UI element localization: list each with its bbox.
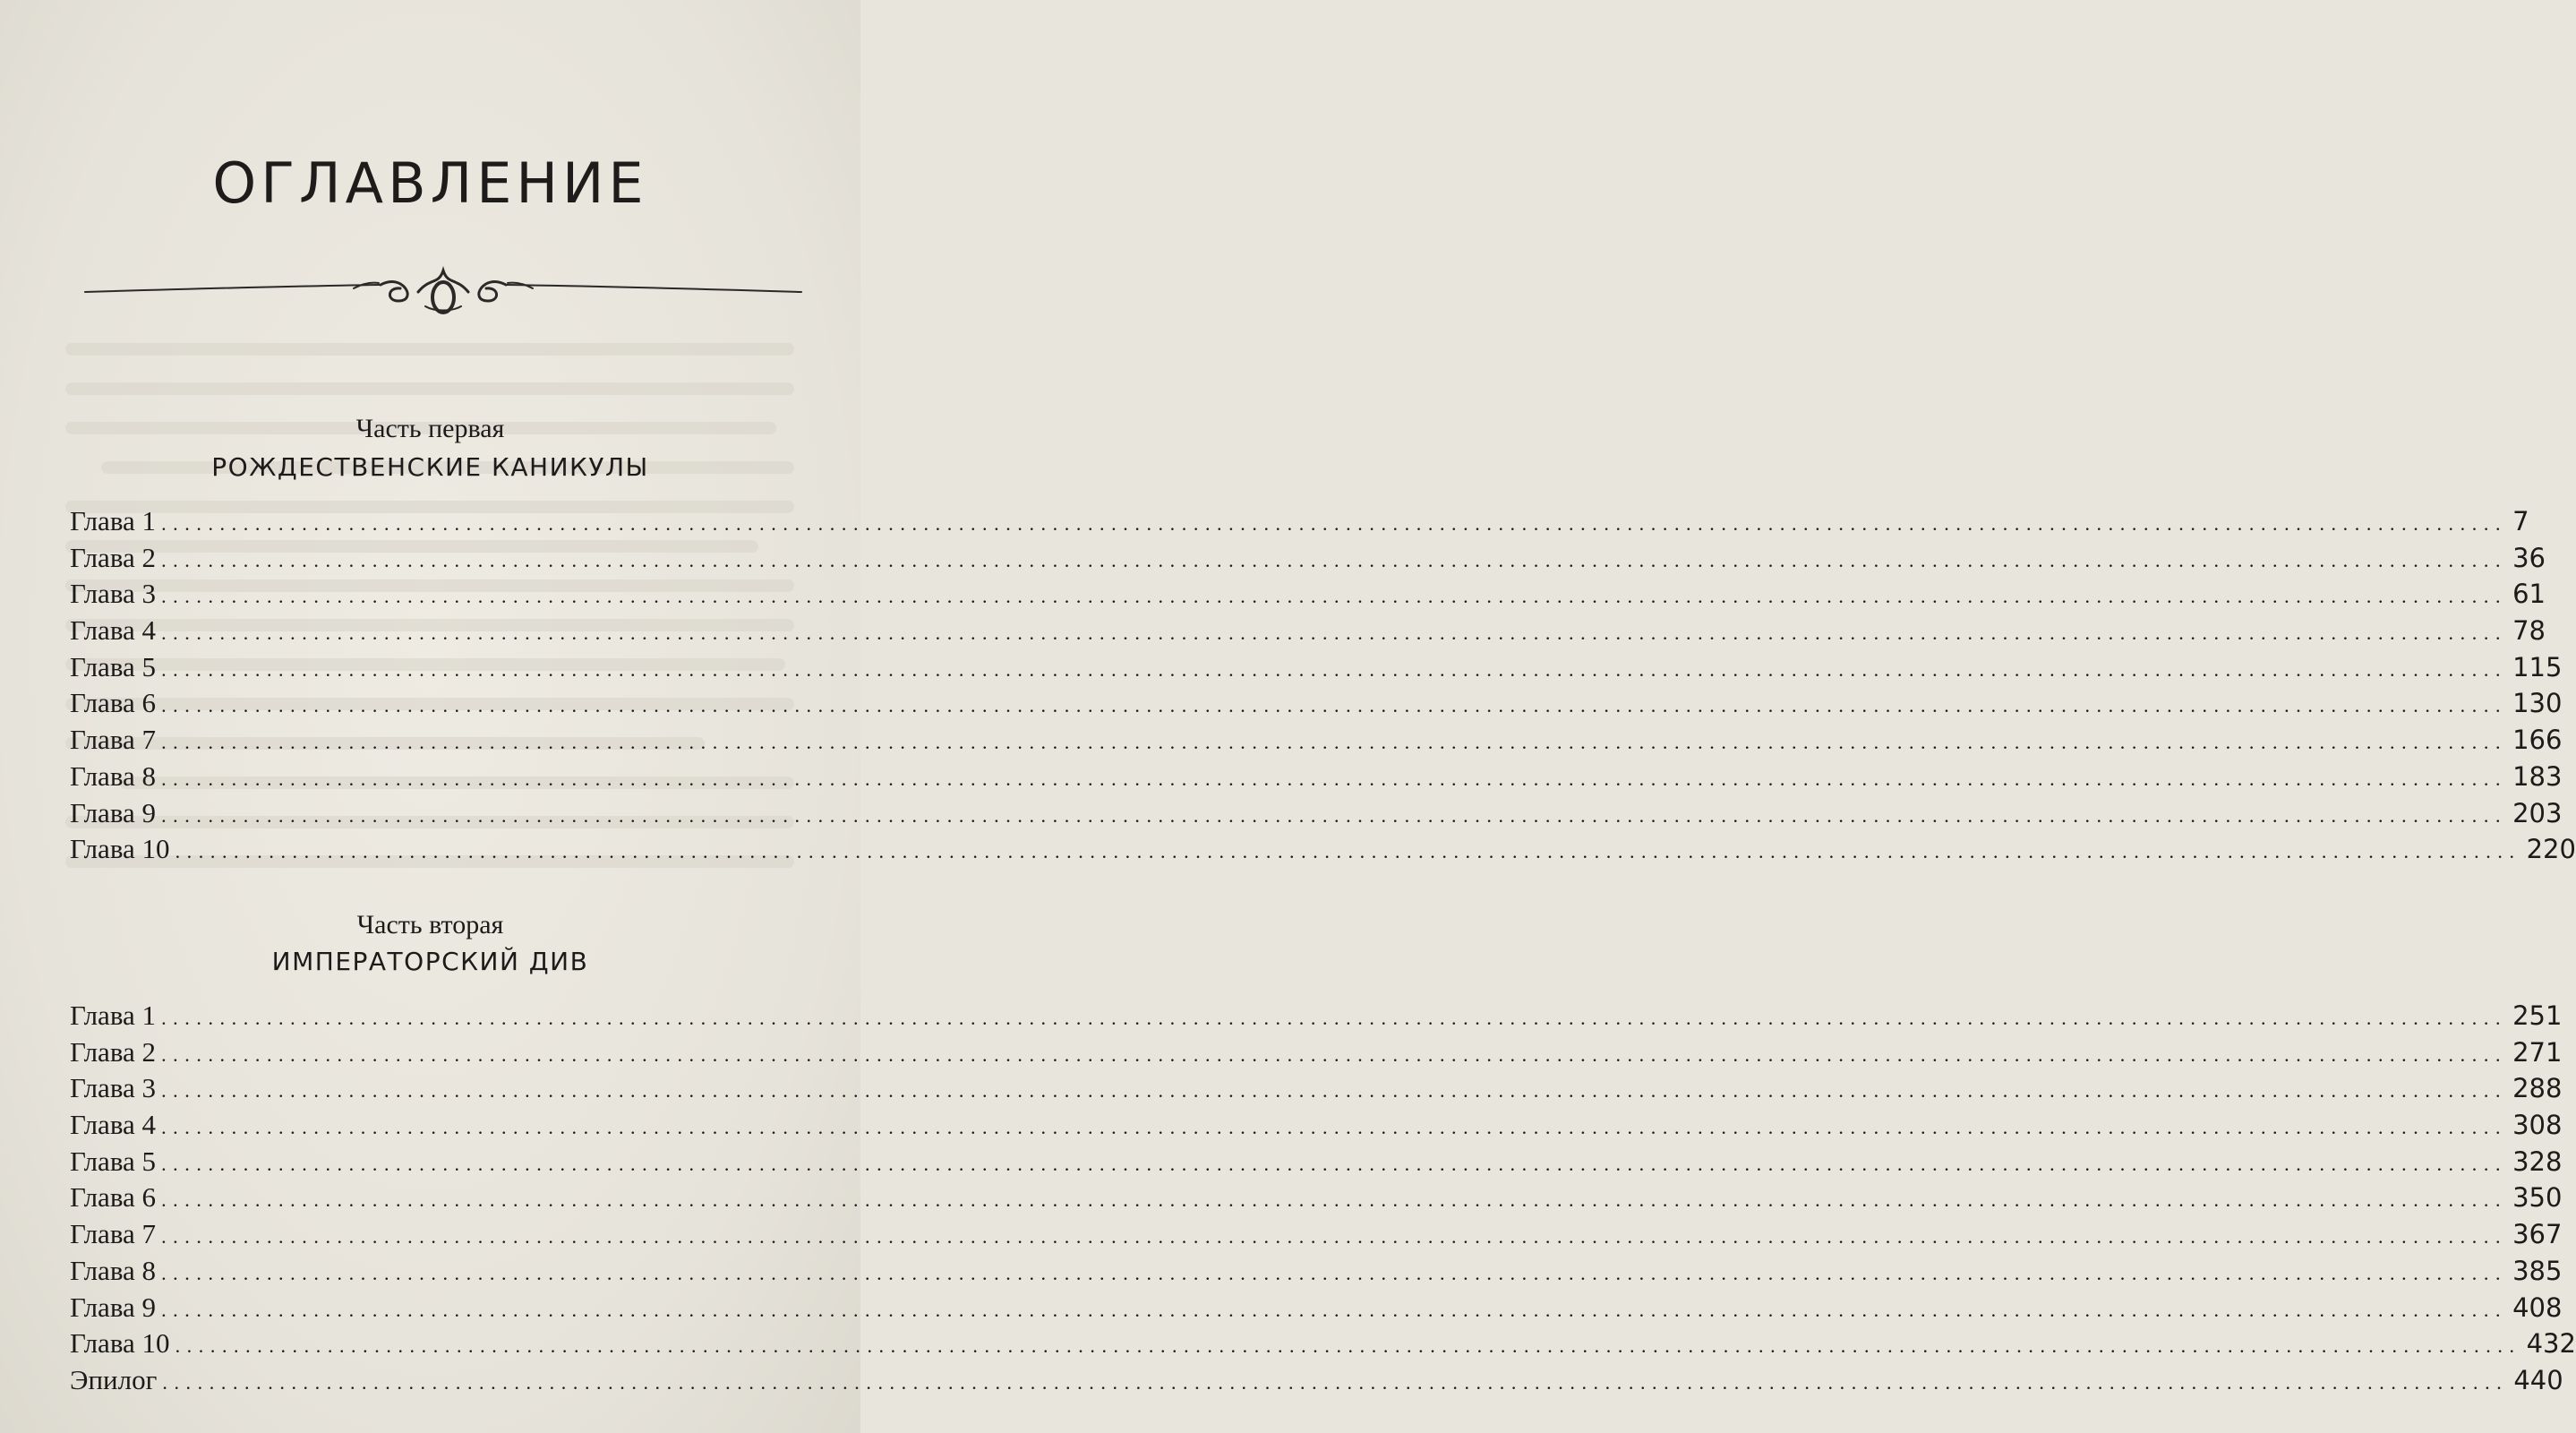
toc-leader-dots: ........................................................................................................................................................................................................ [161,657,2508,681]
toc-entry [70,505,2529,542]
toc-leader-dots: ........................................................................................................................................................................................................ [161,585,2508,608]
part-1-title: РОЖДЕСТВЕНСКИЕ КАНИКУЛЫ [211,452,649,482]
toc-entry [70,796,2563,834]
toc-entry-label: Глава 1 [70,1000,157,1031]
toc-leader-dots: ........................................................................................................................................................................................................ [161,1261,2508,1284]
toc-leader-dots: ........................................................................................................................................................................................................ [175,1334,2521,1358]
toc-entry-label: Глава 6 [70,1181,157,1214]
toc-entry [70,1145,2563,1182]
toc-entry-page: 7 [2512,506,2529,536]
toc-entry [70,1218,2563,1255]
ornament-divider-icon [85,265,801,319]
toc-entry-label: Глава 9 [70,1291,157,1323]
toc-entry [70,1327,2576,1364]
toc-leader-dots: ........................................................................................................................................................................................................ [161,1188,2508,1212]
toc-entry [70,724,2563,760]
toc-entry-label: Глава 4 [70,1109,157,1141]
toc-entry [70,614,2546,651]
toc-entry [70,1072,2563,1109]
toc-leader-dots: ........................................................................................................................................................................................................ [162,1370,2509,1394]
toc-leader-dots: ........................................................................................................................................................................................................ [161,1298,2508,1321]
part-2-title: ИМПЕРАТОРСКИЙ ДИВ [271,947,589,976]
toc-entry-page: 36 [2512,542,2546,573]
toc-entry-label: Глава 2 [70,541,157,573]
toc-leader-dots: ........................................................................................................................................................................................................ [161,731,2508,754]
toc-leader-dots: ........................................................................................................................................................................................................ [161,622,2508,645]
toc-leader-dots: ........................................................................................................................................................................................................ [161,803,2508,827]
toc-entry-page: 130 [2512,688,2563,719]
toc-leader-dots: ........................................................................................................................................................................................................ [161,548,2508,571]
toc-entry-page: 350 [2512,1182,2563,1214]
toc-entry [70,1035,2563,1073]
toc-entry-page: 308 [2512,1110,2563,1141]
toc-entry-page: 440 [2513,1364,2563,1395]
toc-leader-dots: ........................................................................................................................................................................................................ [175,840,2521,863]
toc-entry [70,1109,2563,1146]
part-1-toc [70,505,2576,870]
part-2-toc [70,1000,2576,1401]
toc-entry-page: 251 [2512,1000,2563,1031]
toc-entry-page: 78 [2512,615,2546,647]
toc-leader-dots: ........................................................................................................................................................................................................ [161,767,2508,790]
toc-entry-page: 183 [2512,760,2563,792]
toc-leader-dots: ........................................................................................................................................................................................................ [161,1007,2508,1029]
toc-entry-page: 328 [2512,1146,2563,1177]
toc-entry-label: Глава 7 [70,1218,157,1250]
toc-entry [70,1254,2563,1291]
toc-entry-label: Глава 5 [70,650,157,682]
toc-leader-dots: ........................................................................................................................................................................................................ [161,1043,2508,1066]
toc-entry-page: 385 [2512,1255,2563,1286]
part-1-label: Часть первая [355,414,505,443]
toc-entry [70,687,2563,724]
toc-entry-label: Глава 10 [70,833,170,865]
toc-entry-label: Глава 1 [70,505,157,536]
toc-entry-label: Глава 6 [70,687,157,719]
toc-entry-label: Глава 3 [70,578,157,610]
toc-entry-label: Глава 7 [70,724,157,756]
toc-entry-label: Глава 2 [70,1035,157,1068]
toc-entry [70,1000,2563,1036]
toc-entry-label: Глава 9 [70,796,157,828]
toc-entry-page: 367 [2512,1219,2563,1250]
toc-entry-label: Эпилог [70,1363,158,1395]
toc-entry-page: 166 [2512,725,2563,756]
toc-entry-page: 408 [2512,1291,2563,1323]
toc-entry-label: Глава 10 [70,1327,170,1360]
toc-entry [70,833,2576,870]
toc-entry-label: Глава 4 [70,614,157,647]
page-title: ОГЛАВЛЕНИЕ [212,150,648,216]
toc-entry-label: Глава 3 [70,1072,157,1104]
toc-leader-dots: ........................................................................................................................................................................................................ [161,694,2508,717]
toc-entry-page: 432 [2526,1328,2576,1360]
toc-entry-page: 115 [2512,651,2563,682]
toc-entry-page: 271 [2512,1036,2563,1068]
part-2-label: Часть вторая [356,910,504,940]
toc-leader-dots: ........................................................................................................................................................................................................ [161,1225,2508,1249]
toc-leader-dots: ........................................................................................................................................................................................................ [161,1152,2508,1175]
toc-entry [70,578,2546,614]
toc-entry-page: 203 [2512,797,2563,828]
toc-entry-page: 288 [2512,1073,2563,1104]
toc-entry-label: Глава 5 [70,1145,157,1177]
toc-entry [70,1363,2563,1401]
toc-entry [70,759,2563,797]
toc-entry [70,541,2546,579]
toc-entry [70,1291,2563,1328]
toc-leader-dots: ........................................................................................................................................................................................................ [161,512,2508,535]
toc-leader-dots: ........................................................................................................................................................................................................ [161,1079,2508,1103]
toc-entry-page: 220 [2526,834,2576,865]
toc-entry-label: Глава 8 [70,759,157,792]
toc-leader-dots: ........................................................................................................................................................................................................ [161,1116,2508,1139]
toc-entry-page: 61 [2512,579,2546,610]
toc-entry [70,650,2563,688]
toc-entry [70,1181,2563,1218]
toc-entry-label: Глава 8 [70,1254,157,1286]
